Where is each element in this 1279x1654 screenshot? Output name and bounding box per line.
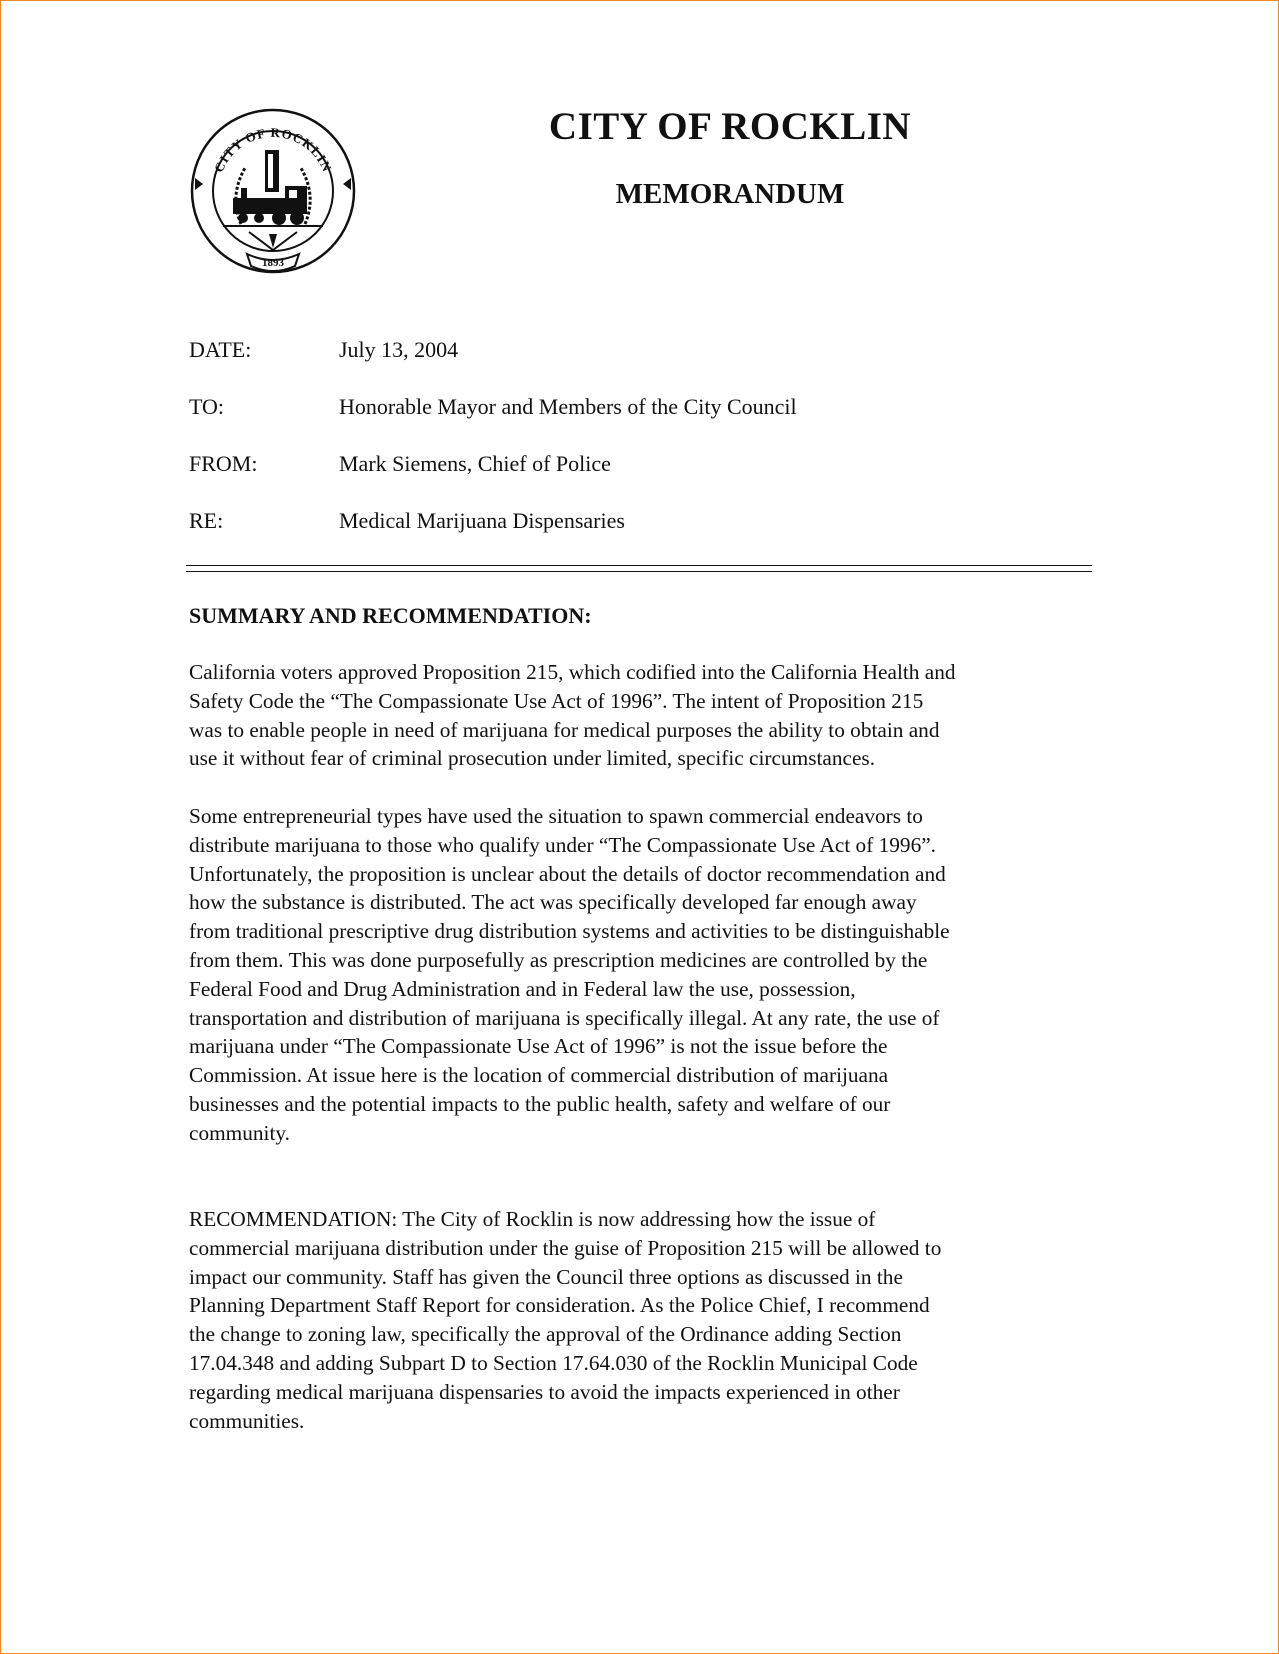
- paragraph-line: the change to zoning law, specifically the approval of the Ordinance adding Section: [189, 1322, 902, 1347]
- paragraph-2: [189, 802, 1099, 1148]
- document-title: CITY OF ROCKLIN: [548, 105, 912, 148]
- header-divider-top: [186, 565, 1092, 566]
- re-value: Medical Marijuana Dispensaries: [339, 508, 625, 533]
- svg-text:1893: 1893: [262, 257, 284, 269]
- paragraph-line: Some entrepreneurial types have used the situation to spawn commercial endeavors to: [189, 804, 923, 828]
- paragraph-line: 17.04.348 and adding Subpart D to Section 17.64.030 of the Rocklin Municipal Code: [189, 1350, 918, 1375]
- paragraph-line: marijuana under “The Compassionate Use Act of 1996” is not the issue before the: [189, 1034, 888, 1059]
- paragraph-line: Safety Code the “The Compassionate Use Act of 1996”. The intent of Proposition 215: [189, 688, 924, 713]
- paragraph-line: from traditional prescriptive drug distribution systems and activities to be distinguishable: [189, 919, 950, 944]
- paragraph-line: transportation and distribution of marijuana is specifically illegal. At any rate, the use of: [189, 1005, 940, 1030]
- date-value: July 13, 2004: [339, 337, 459, 362]
- paragraph-line: businesses and the potential impacts to the public health, safety and welfare of our: [189, 1091, 891, 1116]
- paragraph-recommendation: [189, 1205, 1099, 1435]
- paragraph-line: Federal Food and Drug Administration and in Federal law the use, possession,: [189, 976, 856, 1001]
- re-label: RE:: [189, 508, 224, 533]
- paragraph-line: communities.: [189, 1408, 305, 1433]
- paragraph-line: regarding medical marijuana dispensaries to avoid the impacts experienced in other: [189, 1379, 900, 1404]
- paragraph-line: commercial marijuana distribution under the guise of Proposition 215 will be allowed to: [189, 1235, 942, 1260]
- paragraph-line: Planning Department Staff Report for consideration. As the Police Chief, I recommend: [189, 1293, 930, 1318]
- section-heading: SUMMARY AND RECOMMENDATION:: [189, 603, 592, 628]
- paragraph-line: Unfortunately, the proposition is unclear about the details of doctor recommendation and: [189, 861, 946, 886]
- paragraph-line: from them. This was done purposefully as prescription medicines are controlled by the: [189, 947, 928, 972]
- paragraph-line: distribute marijuana to those who qualify under “The Compassionate Use Act of 1996”.: [189, 832, 936, 857]
- paragraph-line: RECOMMENDATION: The City of Rocklin is now addressing how the issue of: [189, 1207, 876, 1231]
- paragraph-line: use it without fear of criminal prosecution under limited, specific circumstances.: [189, 746, 876, 771]
- paragraph-line: community.: [189, 1120, 290, 1145]
- paragraph-line: was to enable people in need of marijuana for medical purposes the ability to obtain and: [189, 717, 940, 742]
- document-subtitle: MEMORANDUM: [615, 178, 845, 210]
- to-value: Honorable Mayor and Members of the City Council: [339, 394, 797, 419]
- to-label: TO:: [189, 394, 225, 419]
- svg-text:CITY OF ROCKLIN: CITY OF ROCKLIN: [210, 124, 336, 175]
- paragraph-line: how the substance is distributed. The act was specifically developed far enough away: [189, 890, 917, 915]
- from-label: FROM:: [189, 451, 258, 476]
- date-label: DATE:: [189, 337, 252, 362]
- paragraph-line: impact our community. Staff has given the Council three options as discussed in the: [189, 1264, 903, 1289]
- header-divider-bottom: [186, 571, 1092, 572]
- paragraph-line: California voters approved Proposition 215, which codified into the California Health and: [189, 660, 956, 684]
- from-value: Mark Siemens, Chief of Police: [339, 451, 611, 476]
- paragraph-line: Commission. At issue here is the location of commercial distribution of marijuana: [189, 1063, 889, 1088]
- city-seal-logo: [189, 106, 357, 276]
- paragraph-1: [189, 658, 1099, 773]
